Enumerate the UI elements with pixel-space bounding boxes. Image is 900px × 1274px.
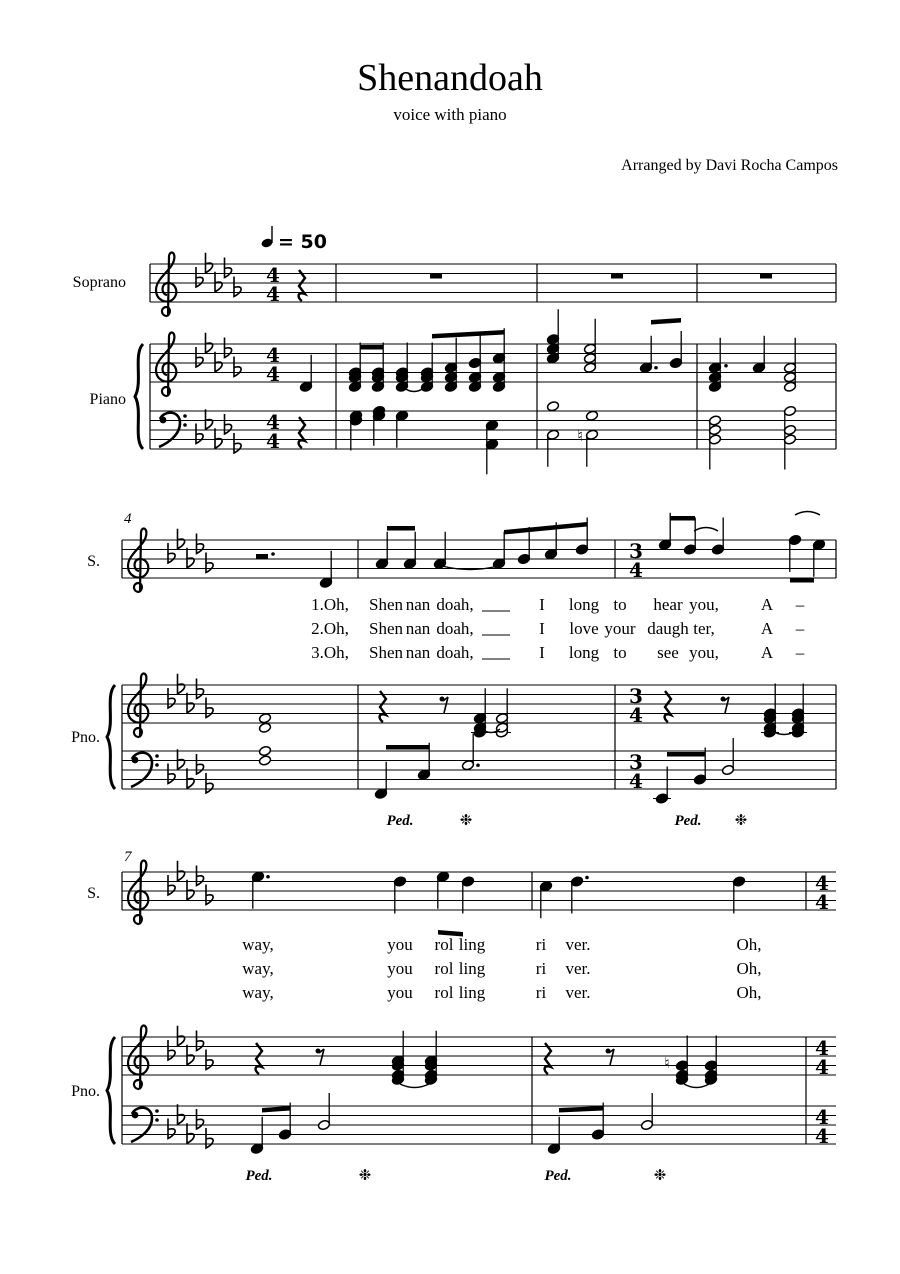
lyric-syllable: Shen bbox=[369, 619, 403, 638]
flat-sign-icon bbox=[197, 534, 204, 554]
flat-glyph bbox=[234, 357, 241, 377]
flat-glyph bbox=[215, 428, 222, 448]
instrument-label-piano-short: Pno. bbox=[71, 1083, 100, 1100]
lyric-syllable: see bbox=[657, 643, 679, 662]
flat-glyph bbox=[168, 688, 175, 708]
time-signature-denominator: 4 bbox=[266, 282, 280, 306]
pedal-up-mark: ❉ bbox=[459, 811, 473, 829]
lyric-syllable: way, bbox=[242, 959, 274, 978]
time-signature-numerator: 4 bbox=[815, 871, 829, 895]
lyric-syllable: daugh bbox=[647, 619, 689, 638]
lyric-syllable: I bbox=[539, 619, 545, 638]
lyric-syllable: long bbox=[568, 595, 600, 614]
flat-glyph bbox=[225, 338, 232, 358]
flat-glyph bbox=[178, 529, 185, 549]
augmentation-dot bbox=[654, 366, 658, 370]
lyric-syllable: you bbox=[387, 959, 413, 978]
time-signature-denominator: 4 bbox=[629, 558, 643, 582]
lyric-syllable: to bbox=[613, 595, 627, 614]
flat-glyph bbox=[206, 253, 213, 273]
lyric-syllable: ver. bbox=[565, 959, 591, 978]
lyric-syllable: doah, bbox=[436, 595, 474, 614]
beam bbox=[387, 526, 415, 531]
flat-sign-icon bbox=[197, 1109, 204, 1129]
flat-sign-icon bbox=[168, 543, 175, 563]
flat-glyph bbox=[234, 433, 241, 453]
lyric-syllable: ri bbox=[535, 959, 547, 978]
lyric-syllable: ver. bbox=[565, 935, 591, 954]
flat-sign-icon bbox=[187, 548, 194, 568]
flat-glyph bbox=[187, 768, 194, 788]
lyric-syllable: A bbox=[760, 643, 774, 662]
flat-sign-icon bbox=[206, 333, 213, 353]
flat-sign-icon bbox=[187, 1123, 194, 1143]
bass-clef-dot bbox=[160, 417, 167, 424]
chord-note-head bbox=[258, 745, 271, 756]
flat-sign-icon bbox=[206, 885, 213, 905]
flat-sign-icon bbox=[168, 1040, 175, 1060]
beam bbox=[360, 345, 383, 350]
time-signature-denominator: 4 bbox=[629, 703, 643, 727]
lyric-syllable: A bbox=[760, 595, 774, 614]
flat-sign-icon bbox=[178, 1104, 185, 1124]
lyric-syllable: nan bbox=[405, 619, 431, 638]
treble-clef-icon bbox=[128, 674, 148, 737]
treble-clef-stroke bbox=[156, 333, 176, 396]
flat-glyph bbox=[168, 1040, 175, 1060]
flat-glyph bbox=[197, 679, 204, 699]
time-signature-denominator: 4 bbox=[266, 429, 280, 453]
instrument-label-piano-short: Pno. bbox=[71, 729, 100, 746]
flat-glyph bbox=[168, 543, 175, 563]
treble-clef-icon bbox=[128, 529, 148, 592]
lyric-syllable: you bbox=[387, 935, 413, 954]
bass-clef-colon bbox=[155, 1109, 159, 1113]
pedal-up-mark: ❉ bbox=[358, 1166, 372, 1184]
quarter-rest-icon bbox=[380, 691, 386, 722]
lyric-syllable: – bbox=[795, 643, 805, 662]
flat-glyph bbox=[187, 1123, 194, 1143]
flat-glyph bbox=[206, 1050, 213, 1070]
flat-glyph bbox=[197, 754, 204, 774]
treble-clef-icon bbox=[156, 253, 176, 316]
flat-glyph bbox=[197, 866, 204, 886]
flat-sign-icon bbox=[178, 529, 185, 549]
treble-clef-icon bbox=[128, 1026, 148, 1089]
flat-sign-icon bbox=[206, 1050, 213, 1070]
lyric-syllable: Shen bbox=[369, 595, 403, 614]
bass-clef-colon bbox=[155, 763, 159, 767]
time-signature-denominator: 4 bbox=[266, 362, 280, 386]
flat-sign-icon bbox=[234, 357, 241, 377]
flat-sign-icon bbox=[215, 352, 222, 372]
time-signature-numerator: 4 bbox=[266, 343, 280, 367]
measure-number: 7 bbox=[124, 849, 132, 865]
beam bbox=[667, 752, 705, 757]
flat-glyph bbox=[206, 553, 213, 573]
lyric-syllable: ling bbox=[458, 983, 486, 1002]
flat-sign-icon bbox=[178, 749, 185, 769]
lyric-syllable: you, bbox=[689, 595, 719, 614]
flat-glyph bbox=[196, 267, 203, 287]
flat-glyph bbox=[187, 693, 194, 713]
flat-sign-icon bbox=[206, 553, 213, 573]
quarter-rest-icon bbox=[665, 691, 671, 722]
treble-clef-stroke bbox=[128, 861, 148, 924]
note-head bbox=[546, 401, 559, 412]
lyric-syllable: you bbox=[387, 983, 413, 1002]
lyric-syllable: A bbox=[760, 619, 774, 638]
tie bbox=[795, 512, 820, 516]
lyric-syllable: 1.Oh, bbox=[311, 595, 349, 614]
note-head bbox=[258, 722, 271, 733]
pedal-down-mark: Ped. bbox=[544, 1168, 572, 1184]
beam bbox=[262, 1106, 290, 1113]
treble-clef-stroke bbox=[128, 529, 148, 592]
flat-sign-icon bbox=[206, 1128, 213, 1148]
flat-glyph bbox=[187, 1045, 194, 1065]
flat-sign-icon bbox=[234, 433, 241, 453]
flat-glyph bbox=[178, 749, 185, 769]
whole-rest-icon bbox=[611, 274, 623, 279]
quarter-rest-icon bbox=[256, 1043, 262, 1074]
lyric-syllable: your bbox=[604, 619, 636, 638]
grand-staff-brace bbox=[107, 685, 115, 789]
note-head bbox=[585, 410, 598, 421]
natural-sign-icon: ♮ bbox=[664, 1054, 670, 1072]
lyric-syllable: doah, bbox=[436, 643, 474, 662]
flat-glyph bbox=[215, 352, 222, 372]
flat-glyph bbox=[196, 424, 203, 444]
quarter-rest-icon bbox=[299, 417, 305, 448]
lyric-syllable: rol bbox=[434, 983, 454, 1002]
flat-sign-icon bbox=[225, 258, 232, 278]
augmentation-dot bbox=[724, 364, 728, 368]
flat-sign-icon bbox=[187, 880, 194, 900]
lyric-syllable: rol bbox=[434, 935, 454, 954]
pedal-up-mark: ❉ bbox=[653, 1166, 667, 1184]
lyric-syllable: 3.Oh, bbox=[311, 643, 349, 662]
time-signature-denominator: 4 bbox=[815, 1055, 829, 1079]
tie bbox=[400, 1084, 429, 1088]
lyric-syllable: Shen bbox=[369, 643, 403, 662]
score-title: Shenandoah bbox=[357, 57, 543, 99]
half-rest-icon bbox=[256, 554, 268, 559]
bass-clef-colon bbox=[155, 1118, 159, 1122]
flat-sign-icon bbox=[197, 754, 204, 774]
lyric-syllable: ling bbox=[458, 959, 486, 978]
whole-rest-icon bbox=[760, 274, 772, 279]
measure-number: 4 bbox=[124, 511, 132, 527]
flat-glyph bbox=[178, 674, 185, 694]
natural-sign-icon: ♮ bbox=[577, 426, 583, 445]
time-signature-numerator: 4 bbox=[815, 1036, 829, 1060]
lyric-syllable: I bbox=[539, 595, 545, 614]
flat-sign-icon bbox=[178, 674, 185, 694]
beam bbox=[504, 522, 587, 535]
lyric-syllable: way, bbox=[242, 983, 274, 1002]
quarter-rest-stroke bbox=[380, 691, 386, 722]
quarter-rest-stroke bbox=[299, 270, 305, 301]
quarter-rest-stroke bbox=[299, 417, 305, 448]
time-signature-numerator: 4 bbox=[266, 263, 280, 287]
lyric-syllable: ter, bbox=[693, 619, 715, 638]
flat-glyph bbox=[225, 258, 232, 278]
chord-note-head bbox=[258, 755, 271, 766]
flat-glyph bbox=[225, 414, 232, 434]
flat-glyph bbox=[206, 1128, 213, 1148]
lyric-syllable: ver. bbox=[565, 983, 591, 1002]
augmentation-dot bbox=[271, 552, 275, 556]
instrument-label-piano: Piano bbox=[89, 391, 126, 408]
lyric-syllable: – bbox=[795, 619, 805, 638]
flat-sign-icon bbox=[206, 409, 213, 429]
flat-sign-icon bbox=[178, 861, 185, 881]
lyric-syllable: – bbox=[795, 595, 805, 614]
flat-sign-icon bbox=[196, 424, 203, 444]
pedal-down-mark: Ped. bbox=[245, 1168, 273, 1184]
lyric-syllable: long bbox=[568, 643, 600, 662]
instrument-label-soprano-short: S. bbox=[87, 885, 100, 902]
time-signature-numerator: 3 bbox=[629, 684, 643, 708]
flat-glyph bbox=[197, 1109, 204, 1129]
quarter-rest-stroke bbox=[545, 1043, 551, 1074]
lyric-syllable: nan bbox=[405, 595, 431, 614]
flat-sign-icon bbox=[225, 414, 232, 434]
flat-glyph bbox=[187, 548, 194, 568]
lyric-syllable: love bbox=[569, 619, 599, 638]
flat-sign-icon bbox=[206, 773, 213, 793]
lyric-syllable: ri bbox=[535, 935, 547, 954]
time-signature-denominator: 4 bbox=[815, 1124, 829, 1148]
augmentation-dot bbox=[266, 875, 270, 879]
instrument-label-soprano: Soprano bbox=[72, 274, 126, 291]
flat-sign-icon bbox=[225, 338, 232, 358]
lyric-syllable: Oh, bbox=[736, 959, 762, 978]
flat-sign-icon bbox=[197, 866, 204, 886]
flat-glyph bbox=[206, 698, 213, 718]
flat-sign-icon bbox=[234, 277, 241, 297]
bass-clef-dot bbox=[132, 757, 139, 764]
time-signature-numerator: 3 bbox=[629, 750, 643, 774]
flat-glyph bbox=[196, 347, 203, 367]
grand-staff-brace bbox=[135, 344, 143, 449]
flat-sign-icon bbox=[178, 1026, 185, 1046]
flat-sign-icon bbox=[215, 428, 222, 448]
time-signature-numerator: 4 bbox=[266, 410, 280, 434]
augmentation-dot bbox=[585, 876, 589, 880]
flat-glyph bbox=[187, 880, 194, 900]
flat-glyph bbox=[215, 272, 222, 292]
flat-glyph bbox=[178, 861, 185, 881]
augmentation-dot bbox=[476, 763, 480, 767]
treble-clef-stroke bbox=[128, 1026, 148, 1089]
flat-glyph bbox=[168, 1119, 175, 1139]
flat-sign-icon bbox=[215, 272, 222, 292]
arranger-credit: Arranged by Davi Rocha Campos bbox=[621, 157, 838, 174]
beam bbox=[432, 330, 504, 339]
bass-clef-colon bbox=[183, 414, 187, 418]
lyric-syllable: to bbox=[613, 643, 627, 662]
flat-sign-icon bbox=[197, 679, 204, 699]
flat-glyph bbox=[197, 534, 204, 554]
beam bbox=[670, 516, 695, 521]
tempo-marking: = 50 bbox=[278, 231, 327, 253]
flat-glyph bbox=[206, 885, 213, 905]
time-signature-numerator: 3 bbox=[629, 539, 643, 563]
instrument-label-soprano-short: S. bbox=[87, 553, 100, 570]
flat-glyph bbox=[206, 333, 213, 353]
bass-clef-dot bbox=[132, 1112, 139, 1119]
lyric-syllable: hear bbox=[653, 595, 683, 614]
note-head bbox=[258, 713, 271, 724]
tie bbox=[694, 528, 718, 532]
lyric-syllable: way, bbox=[242, 935, 274, 954]
tie bbox=[684, 1084, 709, 1088]
flat-glyph bbox=[234, 277, 241, 297]
quarter-rest-icon bbox=[545, 1043, 551, 1074]
lyric-syllable: Oh, bbox=[736, 935, 762, 954]
grand-staff-brace bbox=[107, 1037, 115, 1144]
flat-sign-icon bbox=[197, 1031, 204, 1051]
time-signature-numerator: 4 bbox=[815, 1105, 829, 1129]
flat-glyph bbox=[168, 875, 175, 895]
lyric-syllable: doah, bbox=[436, 619, 474, 638]
flat-sign-icon bbox=[206, 698, 213, 718]
pedal-down-mark: Ped. bbox=[386, 813, 414, 829]
score-subtitle: voice with piano bbox=[393, 105, 507, 124]
pedal-up-mark: ❉ bbox=[734, 811, 748, 829]
bass-clef-colon bbox=[183, 423, 187, 427]
flat-sign-icon bbox=[168, 688, 175, 708]
lyric-syllable: nan bbox=[405, 643, 431, 662]
bass-clef-colon bbox=[155, 754, 159, 758]
flat-glyph bbox=[206, 773, 213, 793]
flat-sign-icon bbox=[196, 267, 203, 287]
flat-glyph bbox=[197, 1031, 204, 1051]
whole-rest-icon bbox=[430, 274, 442, 279]
time-signature-denominator: 4 bbox=[629, 769, 643, 793]
flat-glyph bbox=[168, 764, 175, 784]
flat-sign-icon bbox=[168, 764, 175, 784]
treble-clef-icon bbox=[156, 333, 176, 396]
flat-sign-icon bbox=[187, 693, 194, 713]
treble-clef-stroke bbox=[128, 674, 148, 737]
flat-sign-icon bbox=[168, 875, 175, 895]
flat-glyph bbox=[206, 409, 213, 429]
treble-clef-icon bbox=[128, 861, 148, 924]
lyric-syllable: you, bbox=[689, 643, 719, 662]
treble-clef-stroke bbox=[156, 253, 176, 316]
beam bbox=[559, 1106, 603, 1113]
flat-sign-icon bbox=[187, 768, 194, 788]
beam bbox=[386, 745, 429, 750]
lyric-syllable: Oh, bbox=[736, 983, 762, 1002]
lyric-syllable: 2.Oh, bbox=[311, 619, 349, 638]
quarter-rest-stroke bbox=[256, 1043, 262, 1074]
beam bbox=[651, 318, 681, 325]
flat-glyph bbox=[178, 1104, 185, 1124]
quarter-rest-icon bbox=[299, 270, 305, 301]
lyric-syllable: rol bbox=[434, 959, 454, 978]
quarter-rest-stroke bbox=[665, 691, 671, 722]
flat-sign-icon bbox=[196, 347, 203, 367]
time-signature-denominator: 4 bbox=[815, 890, 829, 914]
lyric-syllable: I bbox=[539, 643, 545, 662]
flat-sign-icon bbox=[187, 1045, 194, 1065]
flat-sign-icon bbox=[168, 1119, 175, 1139]
lyric-syllable: ling bbox=[458, 935, 486, 954]
pedal-down-mark: Ped. bbox=[674, 813, 702, 829]
flat-glyph bbox=[178, 1026, 185, 1046]
beam bbox=[790, 578, 814, 583]
lyric-syllable: ri bbox=[535, 983, 547, 1002]
flat-sign-icon bbox=[206, 253, 213, 273]
